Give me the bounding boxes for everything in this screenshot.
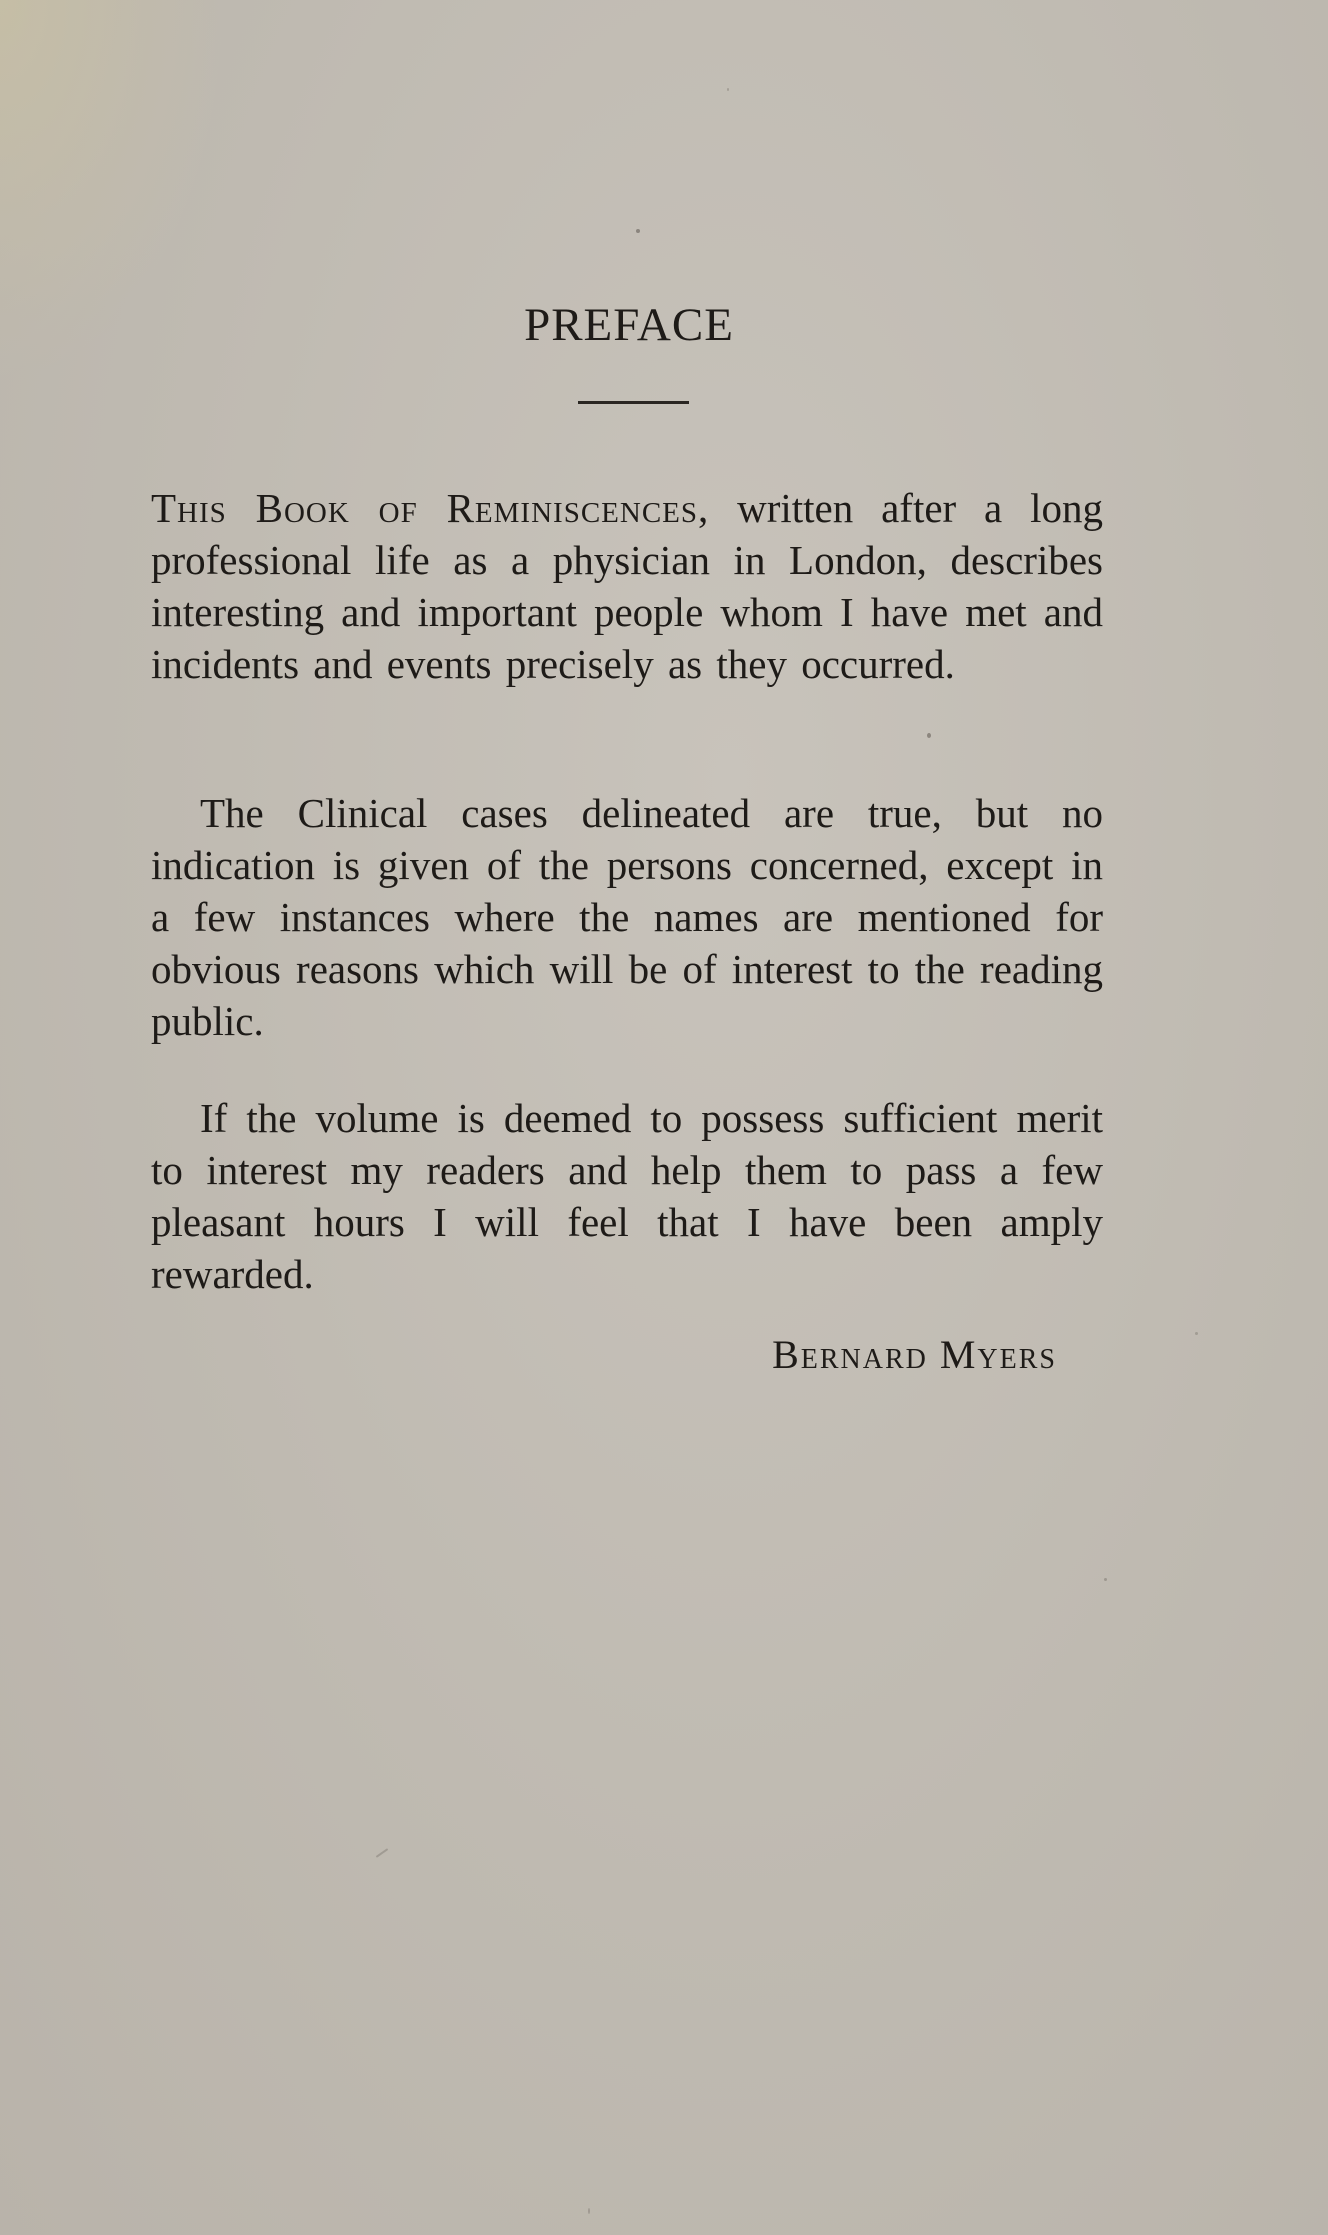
preface-paragraph-3: If the volume is deemed to possess sufficient merit to interest my readers and help them to pass a few pleasant hours I will feel that I have been amply rewarded. — [151, 1095, 1103, 1297]
paper-speck — [1104, 1578, 1107, 1581]
preface-paragraph-1 — [151, 482, 1103, 690]
paper-speck — [588, 2208, 590, 2214]
paragraph-text: written after a long professional life as a physician in London, describes interesting and important people whom I have met and incidents and events precisely as they occurred. — [151, 485, 1104, 687]
title-rule-divider — [578, 401, 689, 404]
page-title: PREFACE — [524, 299, 734, 351]
paper-speck — [1195, 1332, 1198, 1335]
paper-speck — [727, 88, 729, 91]
author-signature: Bernard Myers — [772, 1332, 1057, 1377]
paper-speck — [376, 1848, 389, 1858]
preface-paragraph-2: The Clinical cases delineated are true, but no indication is given of the persons concerned, except in a few instances where the names are mentioned for obvious reasons which will be of interest to the reading public. — [151, 790, 1103, 1044]
paragraph-lead-smallcaps: This Book of Reminiscences, — [151, 485, 710, 531]
paper-speck — [636, 229, 640, 233]
paper-speck — [927, 733, 931, 738]
